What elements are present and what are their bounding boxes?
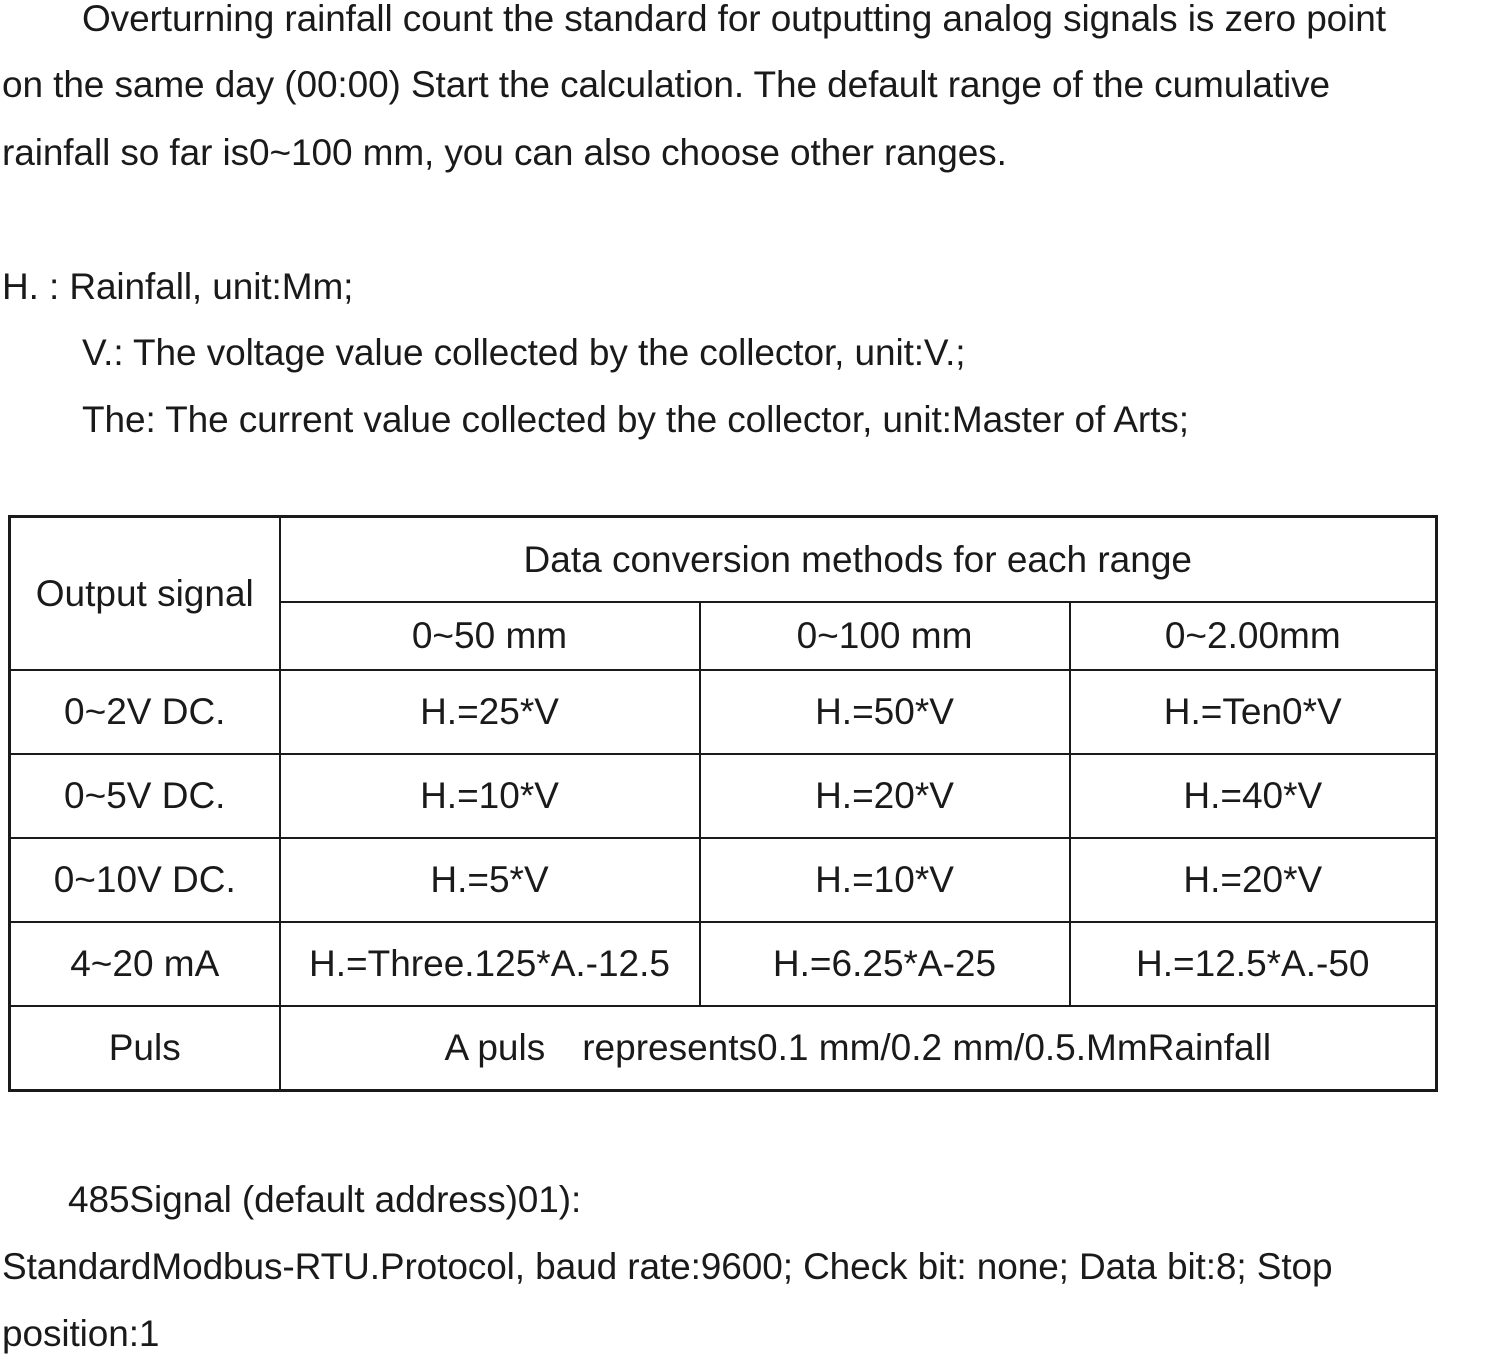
rs485-heading: 485Signal (default address)01): bbox=[68, 1179, 582, 1220]
rs485-protocol-line-2: position:1 bbox=[2, 1313, 160, 1354]
intro-line-1: Overturning rainfall count the standard for outputting analog signals is zero point bbox=[82, 0, 1386, 39]
pulse-description-cell: A puls represents0.1 mm/0.2 mm/0.5.MmRainfall bbox=[280, 1006, 1437, 1091]
table-header-row bbox=[10, 517, 1437, 603]
formula-cell: H.=25*V bbox=[280, 670, 700, 754]
output-signal-header: Output signal bbox=[10, 517, 280, 671]
formula-cell: H.=20*V bbox=[1070, 838, 1437, 922]
formula-cell: H.=10*V bbox=[700, 838, 1070, 922]
conversion-methods-header: Data conversion methods for each range bbox=[280, 517, 1437, 603]
signal-cell: 4~20 mA bbox=[10, 922, 280, 1006]
table-row-pulse bbox=[10, 1006, 1437, 1091]
table-row bbox=[10, 754, 1437, 838]
signal-cell: 0~2V DC. bbox=[10, 670, 280, 754]
definition-voltage: V.: The voltage value collected by the collector, unit:V.; bbox=[82, 332, 966, 373]
table-row bbox=[10, 670, 1437, 754]
intro-line-3: rainfall so far is0~100 mm, you can also choose other ranges. bbox=[2, 132, 1007, 173]
conversion-table bbox=[8, 515, 1438, 1092]
signal-cell: 0~10V DC. bbox=[10, 838, 280, 922]
formula-cell: H.=Ten0*V bbox=[1070, 670, 1437, 754]
range-header: 0~2.00mm bbox=[1070, 602, 1437, 670]
formula-cell: H.=12.5*A.-50 bbox=[1070, 922, 1437, 1006]
definition-current: The: The current value collected by the collector, unit:Master of Arts; bbox=[82, 399, 1189, 440]
formula-cell: H.=6.25*A-25 bbox=[700, 922, 1070, 1006]
formula-cell: H.=50*V bbox=[700, 670, 1070, 754]
table-row bbox=[10, 838, 1437, 922]
table-row bbox=[10, 922, 1437, 1006]
rs485-protocol-line-1: StandardModbus-RTU.Protocol, baud rate:9600; Check bit: none; Data bit:8; Stop bbox=[2, 1246, 1333, 1287]
formula-cell: H.=10*V bbox=[280, 754, 700, 838]
signal-cell: Puls bbox=[10, 1006, 280, 1091]
formula-cell: H.=5*V bbox=[280, 838, 700, 922]
intro-line-2: on the same day (00:00) Start the calculation. The default range of the cumulative bbox=[2, 64, 1331, 105]
formula-cell: H.=Three.125*A.-12.5 bbox=[280, 922, 700, 1006]
formula-cell: H.=40*V bbox=[1070, 754, 1437, 838]
range-header: 0~100 mm bbox=[700, 602, 1070, 670]
range-header: 0~50 mm bbox=[280, 602, 700, 670]
signal-cell: 0~5V DC. bbox=[10, 754, 280, 838]
formula-cell: H.=20*V bbox=[700, 754, 1070, 838]
definition-rainfall: H. : Rainfall, unit:Mm; bbox=[2, 266, 354, 307]
